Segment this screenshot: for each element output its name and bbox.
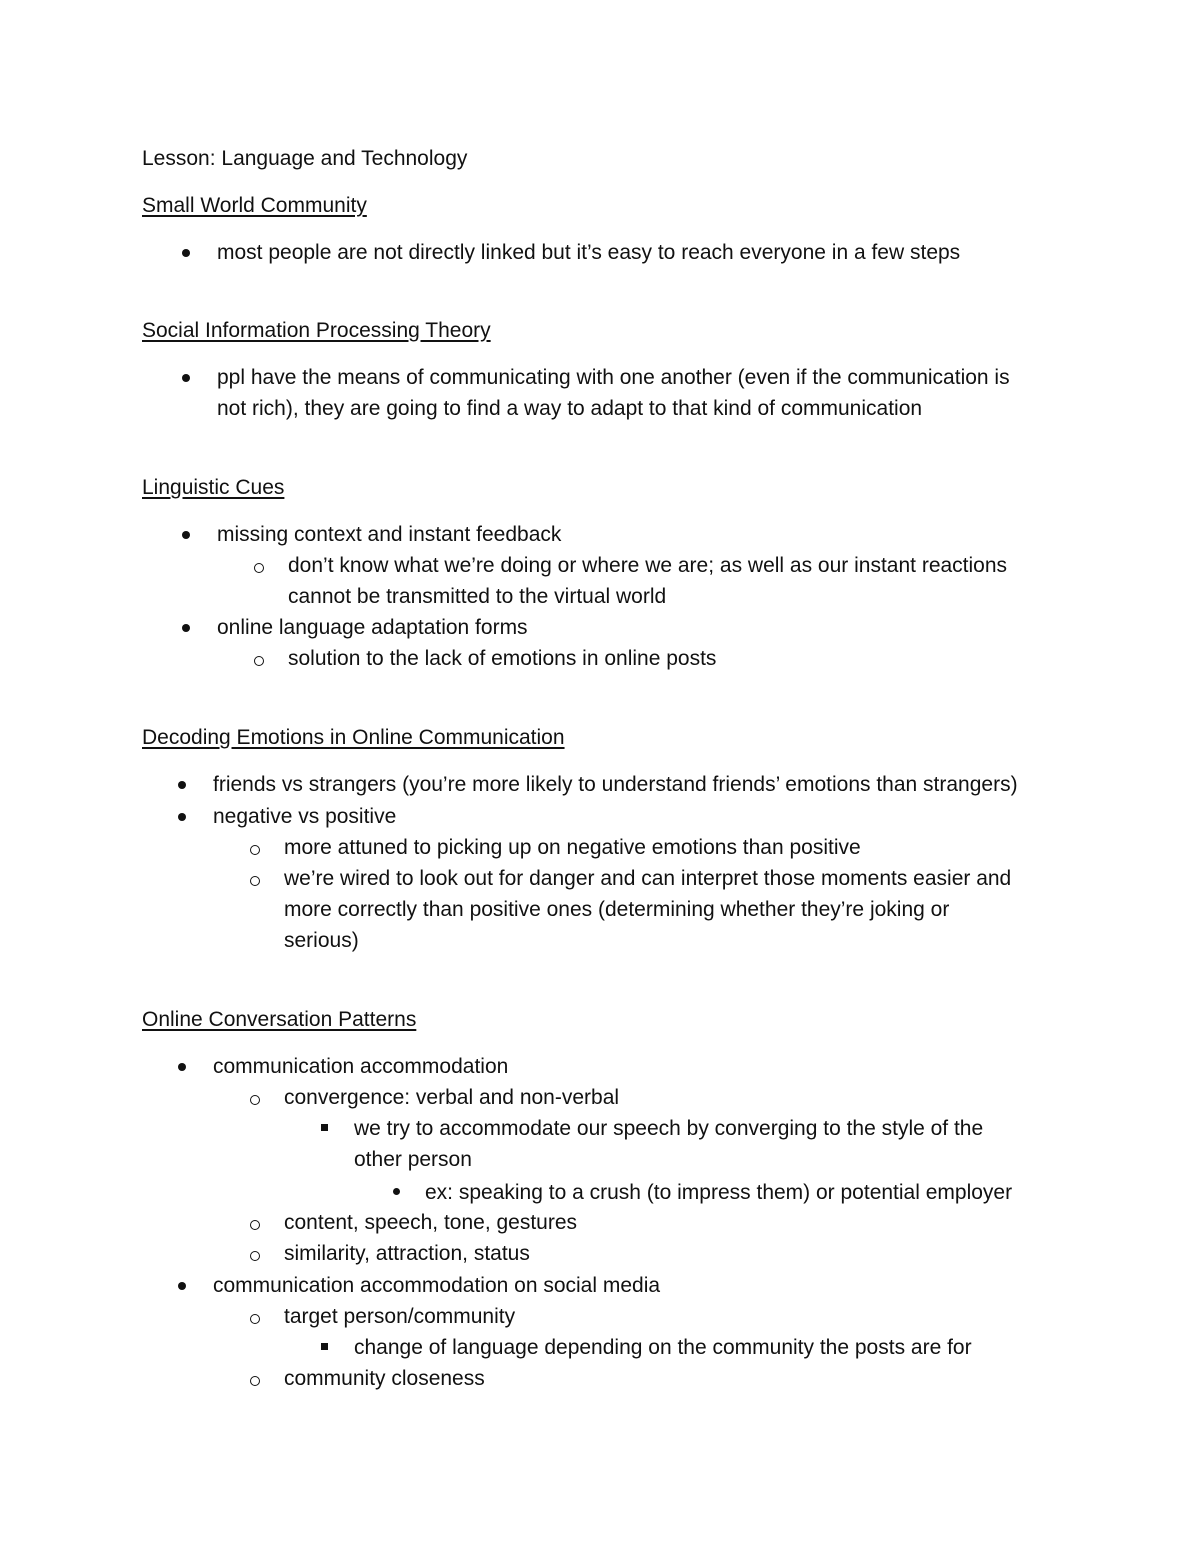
list-item: content, speech, tone, gestures — [284, 1211, 578, 1234]
list-item: we’re wired to look out for danger and can interpret those moments easier and — [284, 867, 1012, 890]
bullet-square-icon — [321, 1124, 328, 1131]
bullet-dot-icon — [182, 249, 190, 257]
bullet-circle-icon — [250, 1220, 260, 1230]
bullet-circle-icon — [250, 845, 260, 855]
list-item: negative vs positive — [213, 805, 397, 828]
bullet-square-icon — [321, 1343, 328, 1350]
list-item-continuation: more correctly than positive ones (determining whether they’re joking or — [284, 898, 950, 921]
heading-small-world-community: Small World Community — [142, 194, 367, 217]
list-item: friends vs strangers (you’re more likely to understand friends’ emotions than strangers) — [213, 773, 1018, 796]
heading-linguistic-cues: Linguistic Cues — [142, 476, 285, 499]
list-item-continuation: serious) — [284, 929, 359, 952]
list-item: target person/community — [284, 1305, 516, 1328]
bullet-circle-icon — [250, 1095, 260, 1105]
list-item-continuation: other person — [354, 1148, 472, 1171]
list-item: online language adaptation forms — [217, 616, 528, 639]
bullet-dot-icon — [182, 624, 190, 632]
bullet-dot-icon — [178, 1063, 186, 1071]
list-item: ex: speaking to a crush (to impress them) or potential employer — [425, 1181, 1013, 1204]
list-item: most people are not directly linked but it’s easy to reach everyone in a few steps — [217, 241, 961, 264]
bullet-dot-icon — [393, 1188, 400, 1195]
list-item: communication accommodation — [213, 1055, 509, 1078]
list-item: solution to the lack of emotions in online posts — [288, 647, 717, 670]
bullet-dot-icon — [182, 531, 190, 539]
list-item: we try to accommodate our speech by converging to the style of the — [354, 1117, 984, 1140]
bullet-circle-icon — [250, 876, 260, 886]
bullet-dot-icon — [178, 813, 186, 821]
page-title: Lesson: Language and Technology — [142, 147, 468, 170]
list-item: ppl have the means of communicating with one another (even if the communication is — [217, 366, 1010, 389]
heading-decoding-emotions: Decoding Emotions in Online Communication — [142, 726, 565, 749]
bullet-circle-icon — [250, 1251, 260, 1261]
list-item: missing context and instant feedback — [217, 523, 562, 546]
bullet-circle-icon — [250, 1376, 260, 1386]
list-item: more attuned to picking up on negative emotions than positive — [284, 836, 861, 859]
bullet-dot-icon — [182, 374, 190, 382]
bullet-dot-icon — [178, 781, 186, 789]
list-item: community closeness — [284, 1367, 485, 1390]
bullet-circle-icon — [254, 563, 264, 573]
bullet-circle-icon — [250, 1314, 260, 1324]
bullet-circle-icon — [254, 656, 264, 666]
list-item: don’t know what we’re doing or where we are; as well as our instant reactions — [288, 554, 1008, 577]
heading-social-information-processing-theory: Social Information Processing Theory — [142, 319, 491, 342]
bullet-dot-icon — [178, 1282, 186, 1290]
list-item: convergence: verbal and non-verbal — [284, 1086, 620, 1109]
list-item: change of language depending on the community the posts are for — [354, 1336, 972, 1359]
list-item: similarity, attraction, status — [284, 1242, 530, 1265]
list-item: communication accommodation on social media — [213, 1274, 661, 1297]
heading-online-conversation-patterns: Online Conversation Patterns — [142, 1008, 417, 1031]
list-item-continuation: not rich), they are going to find a way to adapt to that kind of communication — [217, 397, 923, 420]
list-item-continuation: cannot be transmitted to the virtual world — [288, 585, 667, 608]
